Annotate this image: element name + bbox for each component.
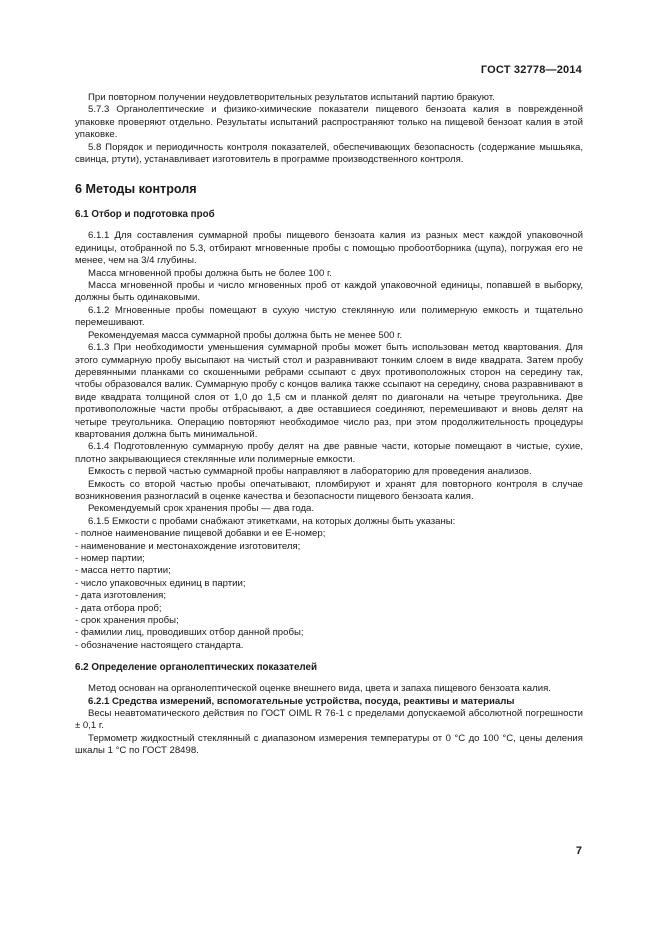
paragraph-first-container: Емкость с первой частью суммарной пробы направляют в лабораторию для проведения анализов. <box>88 466 532 478</box>
paragraph-method-basis: Метод основан на органолептической оценке внешнего вида, цвета и запаха пищевого бензоата калия. <box>88 683 551 695</box>
paragraph-6-1-5: 6.1.5 Емкости с пробами снабжают этикетками, на которых должны быть указаны: <box>88 515 456 527</box>
paragraph-storage-period: Рекомендуемый срок хранения пробы — два года. <box>88 503 315 515</box>
list-item: - срок хранения пробы; <box>75 615 179 627</box>
paragraph-thermometer: Термометр жидкостный стеклянный с диапазоном измерения температуры от 0 °C до 100 °C, цены деления шкалы 1 °C по ГОСТ 28498. <box>75 732 583 757</box>
page-number: 7 <box>575 845 582 857</box>
list-item: - наименование и местонахождение изготовителя; <box>75 540 301 552</box>
paragraph-sample-mass: Масса мгновенной пробы должна быть не более 100 г. <box>88 267 332 279</box>
list-item: - дата изготовления; <box>75 590 166 602</box>
subsection-heading-6-1: 6.1 Отбор и подготовка проб <box>75 209 215 221</box>
section-heading-6: 6 Методы контроля <box>75 182 197 197</box>
paragraph-5-8: 5.8 Порядок и периодичность контроля показателей, обеспечивающих безопасность (содержание мышьяка, свинца, ртути), устанавливает изготовитель в программе производственного контроля. <box>75 141 583 166</box>
paragraph-recommended-mass: Рекомендуемая масса суммарной пробы должна быть не менее 500 г. <box>88 329 403 341</box>
document-body <box>75 92 583 758</box>
paragraph-rejection: При повторном получении неудовлетворительных результатов испытаний партию бракуют. <box>88 92 495 103</box>
paragraph-scales: Весы неавтоматического действия по ГОСТ OIML R 76-1 с пределами допускаемой абсолютной погрешности ± 0,1 г. <box>75 708 583 732</box>
paragraph-6-1-3: 6.1.3 При необходимости уменьшения суммарной пробы может быть использован метод квартования. Для этого суммарную пробу высыпают на чистый стол и разравнивают тонким слоем в виде квадрата. Затем пробу деревянными планками со скошенными ребрами ссыпают с двух противоположных сторон на середину так, чтобы образовался валик. Суммарную пробу с концов валика также ссыпают на середину, снова разравнивают в виде квадрата толщиной слоя от 1,0 до 1,5 см и планкой делят по диагонали на четыре треугольника. Две противоположные части пробы отбрасывают, а две оставшиеся соединяют, перемешивают и вновь делят на четыре треугольника. Операцию повторяют необходимое число раз, при этом продолжительность процедуры квартования должна быть минимальной. <box>75 342 583 440</box>
subsection-heading-6-2: 6.2 Определение органолептических показателей <box>75 662 317 674</box>
list-item: - обозначение настоящего стандарта. <box>75 639 244 651</box>
document-code-header: ГОСТ 32778—2014 <box>480 64 582 76</box>
list-item: - фамилии лиц, проводивших отбор данной пробы; <box>75 627 304 639</box>
paragraph-6-1-4: 6.1.4 Подготовленную суммарную пробу делят на две равные части, которые помещают в чистые, сухие, плотно закрывающиеся стеклянные или полимерные емкости. <box>75 441 583 465</box>
paragraph-sample-count: Масса мгновенной пробы и число мгновенных проб от каждой упаковочной единицы, попавшей в выборку, должны быть одинаковыми. <box>75 280 583 304</box>
paragraph-6-1-2: 6.1.2 Мгновенные пробы помещают в сухую чистую стеклянную или полимерную емкость и тщательно перемешивают. <box>75 304 583 329</box>
list-item: - номер партии; <box>75 553 145 564</box>
list-item: - масса нетто партии; <box>75 565 171 577</box>
list-item: - дата отбора проб; <box>75 602 162 614</box>
list-item: - полное наименование пищевой добавки и ее Е-номер; <box>75 528 326 540</box>
paragraph-5-7-3: 5.7.3 Органолептические и физико-химические показатели пищевого бензоата калия в поврежденной упаковке проверяют отдельно. Результаты испытаний распространяют только на пищевой бензоат калия в этой упаковке. <box>75 104 583 141</box>
list-item: - число упаковочных единиц в партии; <box>75 577 246 589</box>
paragraph-6-1-1: 6.1.1 Для составления суммарной пробы пищевого бензоата калия из разных мест каждой упаковочной единицы, отобранной по 5.3, отбирают мгновенные пробы с помощью пробоотборника (щупа), погружая его не менее, чем на 3/4 глубины. <box>75 230 583 267</box>
paragraph-second-container: Емкость со второй частью пробы опечатывают, пломбируют и хранят для повторного контроля в случае возникновения разногласий в оценке качества и безопасности пищевого бензоата калия. <box>75 478 583 502</box>
subsection-heading-6-2-1: 6.2.1 Средства измерений, вспомогательные устройства, посуда, реактивы и материалы <box>88 695 515 707</box>
